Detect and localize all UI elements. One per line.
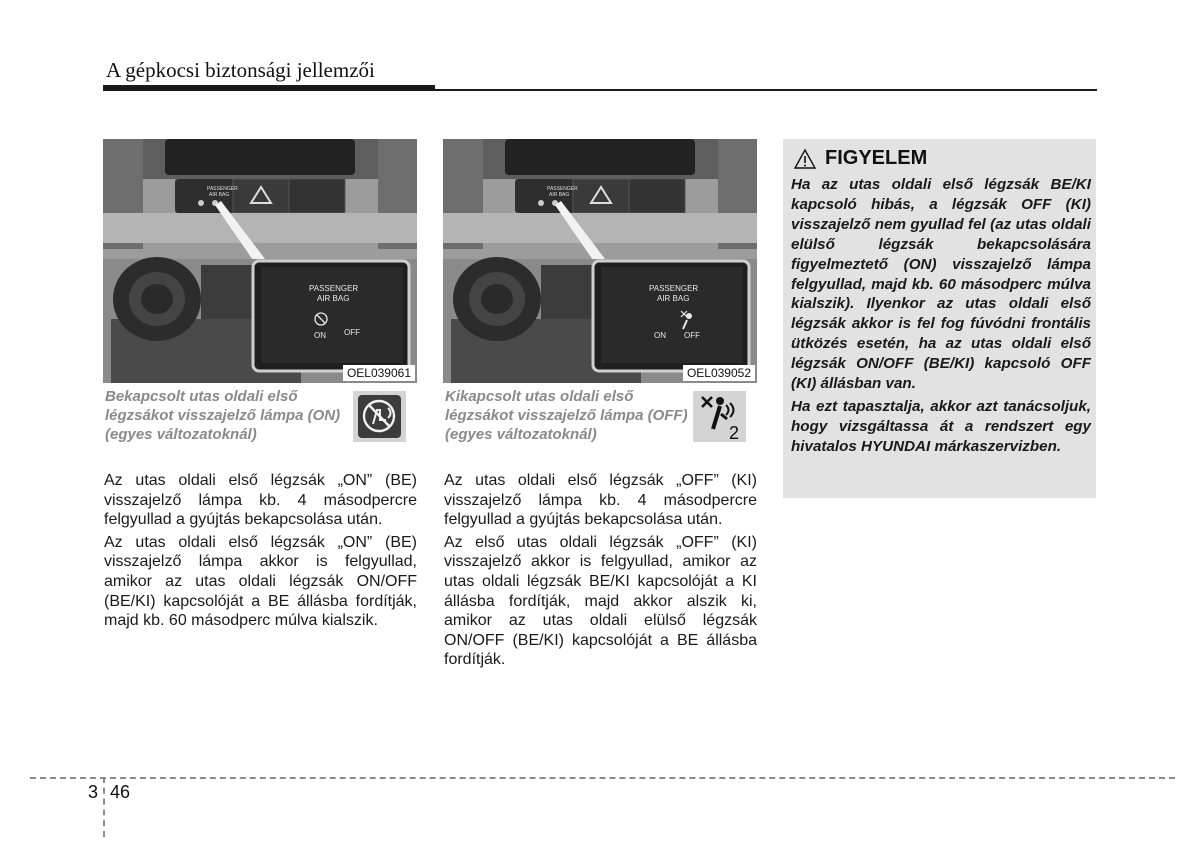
- left-paragraph-2: Az utas oldali első légzsák „ON” (BE) visszajelző lámpa akkor is felgyullad, amikor az utas oldali légzsák ON/OFF (BE/KI) kapcsolóját a BE állásba fordítják, majd kb. 60 másodperc múlva kialszik.: [104, 533, 417, 630]
- middle-body-text: [444, 471, 757, 673]
- panel-label-line2: AIR BAG: [657, 294, 690, 303]
- caption-airbag-on: Bekapcsolt utas oldali első légzsákot visszajelző lámpa (ON) (egyes változatoknál): [105, 388, 341, 443]
- warning-box: [783, 139, 1096, 498]
- photo-code-label: OEL039061: [343, 365, 415, 381]
- photo-code-label: OEL039052: [683, 365, 755, 381]
- panel-off-label: OFF: [684, 331, 700, 340]
- chapter-number: 3: [88, 782, 99, 802]
- airbag-on-indicator-icon: [353, 391, 406, 442]
- caption-airbag-off: Kikapcsolt utas oldali első légzsákot visszajelző lámpa (OFF) (egyes változatoknál): [445, 388, 688, 443]
- left-paragraph-1: Az utas oldali első légzsák „ON” (BE) visszajelző lámpa kb. 4 másodpercre felgyullad a gyújtás bekapcsolása után.: [104, 472, 417, 529]
- warning-title: FIGYELEM: [825, 147, 928, 169]
- warning-body: [791, 175, 1091, 460]
- warning-paragraph-1: Ha az utas oldali első légzsák BE/KI kapcsoló hibás, a légzsák OFF (KI) visszajelző nem gyullad fel (az utas oldali elülső légzsák bekapcsolására figyelmeztető (ON) visszajelző lámpa felgyullad, majd kb. 60 másodperc múlva kialszik). Ilyenkor az utas oldali első légzsák akkor is fel fog fúvódni frontális ütközés esetén, ha az utas oldali első légzsák ON/OFF (BE/KI) kapcsoló OFF (KI) állásban van.: [791, 176, 1091, 393]
- airbag-off-indicator-icon: [693, 391, 746, 442]
- panel-label-line1: PASSENGER: [649, 284, 699, 293]
- airbag-off-icon-number: 2: [729, 423, 740, 442]
- header-rule-thick: [103, 85, 435, 91]
- panel-label-line2: AIR BAG: [317, 294, 350, 303]
- middle-paragraph-1: Az utas oldali első légzsák „OFF” (KI) visszajelző lámpa kb. 4 másodpercre felgyullad a gyújtás bekapcsolása után.: [444, 472, 757, 529]
- footer-dashed-rule: [30, 777, 1175, 779]
- warning-paragraph-2: Ha ezt tapasztalja, akkor azt tanácsoljuk, hogy vizsgáltassa át a rendszert egy hivatalos HYUNDAI márkaszervizben.: [791, 397, 1091, 455]
- panel-on-label: ON: [654, 331, 666, 340]
- dashboard-photo-off: [443, 139, 757, 383]
- warning-triangle-icon: [793, 148, 817, 170]
- header-rule-thin: [435, 89, 1097, 91]
- page-number: 46: [110, 782, 131, 802]
- left-body-text: [104, 471, 417, 634]
- dashboard-photo-on: [103, 139, 417, 383]
- page-header-title: A gépkocsi biztonsági jellemzői: [106, 58, 375, 82]
- warning-header: [793, 147, 927, 170]
- panel-off-label: OFF: [344, 328, 360, 337]
- panel-on-label: ON: [314, 331, 326, 340]
- console-label-line1: PASSENGER: [547, 186, 578, 192]
- middle-paragraph-2: Az első utas oldali légzsák „OFF” (KI) visszajelző akkor is felgyullad, amikor az utas oldali légzsák BE/KI kapcsolóját a KI állásba fordítják, majd akkor alszik ki, amikor az utas oldali elülső légzsák ON/OFF (BE/KI) kapcsolóját a BE állásba fordítják.: [444, 533, 757, 669]
- console-label-line2: AIR BAG: [549, 192, 570, 198]
- console-label-line2: AIR BAG: [209, 192, 230, 198]
- panel-label-line1: PASSENGER: [309, 284, 359, 293]
- console-label-line1: PASSENGER: [207, 186, 238, 192]
- footer-dashed-divider: [103, 777, 105, 837]
